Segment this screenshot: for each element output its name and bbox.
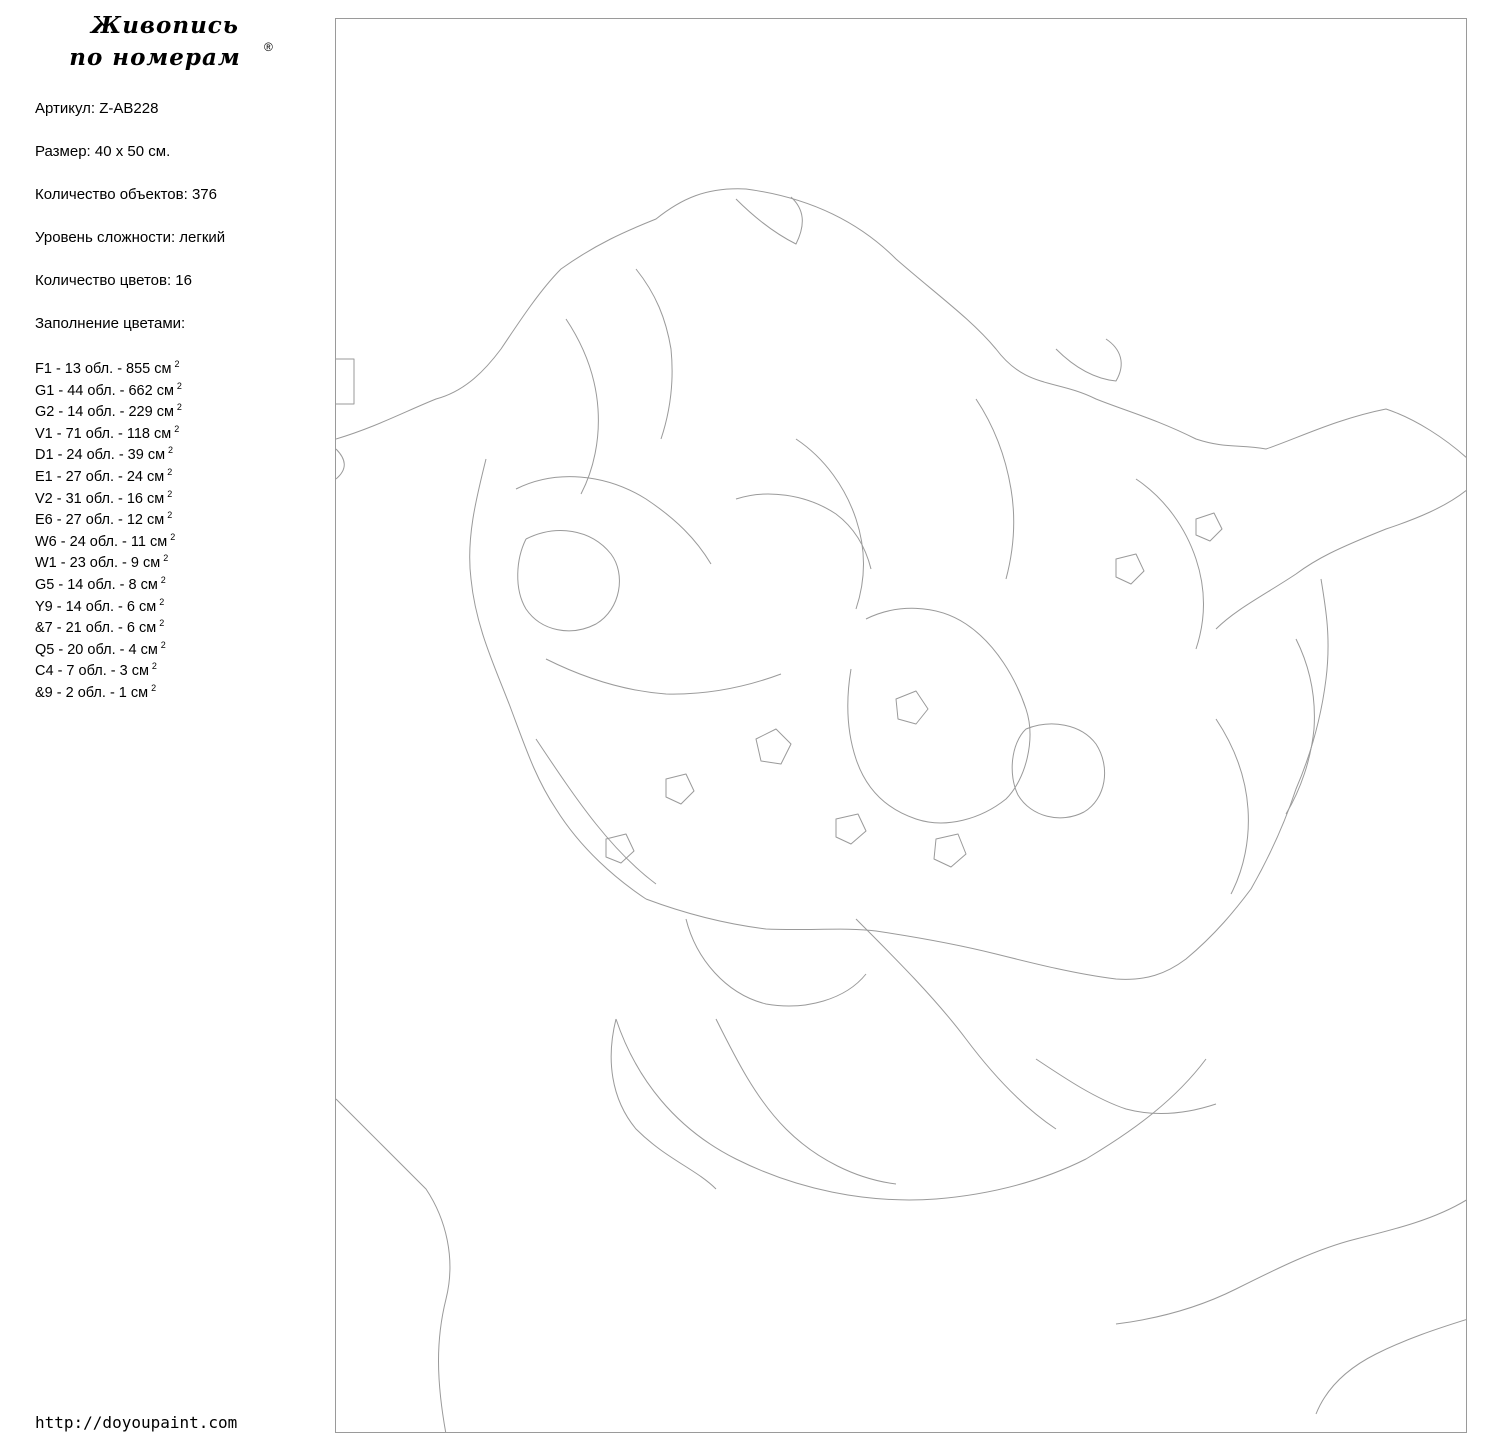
color-fill-list: [35, 354, 325, 700]
fill-item-text: Q5 - 20 обл. - 4 см: [35, 641, 158, 658]
fill-item-text: C4 - 7 обл. - 3 см: [35, 663, 149, 680]
brand-line-2: по номерам: [69, 44, 241, 71]
fill-item: [35, 613, 325, 635]
fur-line-6: [1216, 719, 1248, 894]
fill-item-text: D1 - 24 обл. - 39 см: [35, 447, 166, 464]
fill-item-text: W1 - 23 обл. - 9 см: [35, 555, 161, 572]
fill-item: [35, 678, 325, 700]
registered-mark: ®: [264, 40, 273, 54]
dog-cheek-left: [470, 459, 646, 899]
dog-paw-right: [1036, 1059, 1216, 1114]
fur-line-7: [1286, 639, 1314, 814]
fill-title: Заполнение цветами:: [35, 315, 186, 332]
article-number: Артикул: Z-AB228: [35, 100, 159, 117]
fill-item: [35, 354, 325, 376]
fill-item-unit-exponent: 2: [170, 531, 176, 542]
fill-item: [35, 656, 325, 678]
fill-item: [35, 419, 325, 441]
website-link[interactable]: http://doyoupaint.com: [35, 1413, 238, 1432]
dog-paw-left: [716, 1019, 896, 1184]
fill-item-unit-exponent: 2: [167, 510, 173, 521]
dog-chest: [616, 1019, 1206, 1200]
ground-right: [1116, 1199, 1467, 1324]
fill-item: [35, 505, 325, 527]
ear-right: [1056, 339, 1121, 381]
fill-item-unit-exponent: 2: [174, 359, 180, 369]
fill-item: [35, 635, 325, 657]
fill-item: [35, 376, 325, 398]
fill-item-text: Y9 - 14 обл. - 6 см: [35, 598, 157, 615]
fill-item-unit-exponent: 2: [160, 639, 166, 650]
fill-item: [35, 484, 325, 506]
fill-item: [35, 462, 325, 484]
fur-line-5: [636, 269, 672, 439]
dog-mouth: [546, 659, 781, 694]
floor-line: [1316, 1319, 1467, 1414]
fill-item-unit-exponent: 2: [160, 574, 166, 585]
dog-eye-right: [1012, 724, 1104, 818]
frame-tab-left: [336, 359, 354, 404]
fill-item-unit-exponent: 2: [167, 466, 173, 477]
dog-head-outline: [336, 189, 1467, 629]
fur-line-3: [1136, 479, 1204, 649]
fill-item: [35, 570, 325, 592]
fill-item-text: G2 - 14 обл. - 229 см: [35, 404, 174, 421]
fill-item-text: F1 - 13 обл. - 855 см: [35, 361, 172, 377]
fur-spot-2: [896, 691, 928, 724]
dog-collar: [856, 919, 1056, 1129]
fill-item: [35, 527, 325, 549]
dog-brow-left: [516, 477, 711, 564]
dog-jaw: [646, 579, 1328, 979]
fill-item-unit-exponent: 2: [151, 682, 157, 693]
fill-item-unit-exponent: 2: [151, 661, 157, 672]
fill-item: [35, 548, 325, 570]
ground-left: [336, 1099, 450, 1433]
fill-item-unit-exponent: 2: [176, 380, 182, 391]
frame-tab-left-2: [336, 449, 344, 479]
fur-spot-1: [756, 729, 791, 764]
fill-item-unit-exponent: 2: [168, 445, 174, 456]
fill-item-text: G1 - 44 обл. - 662 см: [35, 382, 174, 399]
fill-item-unit-exponent: 2: [159, 596, 165, 607]
fill-item-text: V1 - 71 обл. - 118 см: [35, 425, 172, 442]
dog-tongue: [686, 919, 866, 1006]
fill-item-text: &7 - 21 обл. - 6 см: [35, 620, 157, 637]
dog-eye-left: [518, 531, 620, 631]
object-count: Количество объектов: 376: [35, 186, 217, 203]
fill-item-text: E1 - 27 обл. - 24 см: [35, 468, 165, 485]
fur-line-1: [796, 439, 864, 609]
fill-item-text: G5 - 14 обл. - 8 см: [35, 576, 158, 593]
fill-item-text: E6 - 27 обл. - 12 см: [35, 512, 165, 529]
fur-spot-4: [1116, 554, 1144, 584]
fill-item: [35, 440, 325, 462]
fill-item-unit-exponent: 2: [176, 402, 182, 413]
brand-line-1: Живопись: [91, 12, 239, 39]
product-info: [35, 98, 325, 700]
dog-snout: [848, 608, 1030, 823]
fill-item-unit-exponent: 2: [174, 423, 180, 434]
fur-spot-3: [934, 834, 966, 867]
fill-item-unit-exponent: 2: [167, 488, 173, 499]
fur-spot-7: [1196, 513, 1222, 541]
fur-spot-8: [606, 834, 634, 863]
fur-spot-6: [836, 814, 866, 844]
fill-item: [35, 397, 325, 419]
fill-item-text: W6 - 24 обл. - 11 см: [35, 533, 168, 550]
fill-item-unit-exponent: 2: [159, 618, 165, 629]
info-sidebar: [0, 0, 330, 1453]
ear-left: [736, 197, 802, 244]
fill-item-text: V2 - 31 обл. - 16 см: [35, 490, 165, 507]
fur-spot-5: [666, 774, 694, 804]
coloring-canvas: [335, 18, 1467, 1433]
color-count: Количество цветов: 16: [35, 272, 192, 289]
fur-line-2: [976, 399, 1014, 579]
brand-logo: [0, 10, 330, 74]
canvas-size: Размер: 40 x 50 см.: [35, 143, 171, 160]
outline-drawing: [336, 19, 1467, 1433]
fill-item: [35, 592, 325, 614]
fill-item-unit-exponent: 2: [163, 553, 169, 564]
fur-line-4: [566, 319, 598, 494]
difficulty-level: Уровень сложности: легкий: [35, 229, 226, 246]
fur-line-8: [536, 739, 656, 884]
fill-item-text: &9 - 2 обл. - 1 см: [35, 684, 149, 701]
